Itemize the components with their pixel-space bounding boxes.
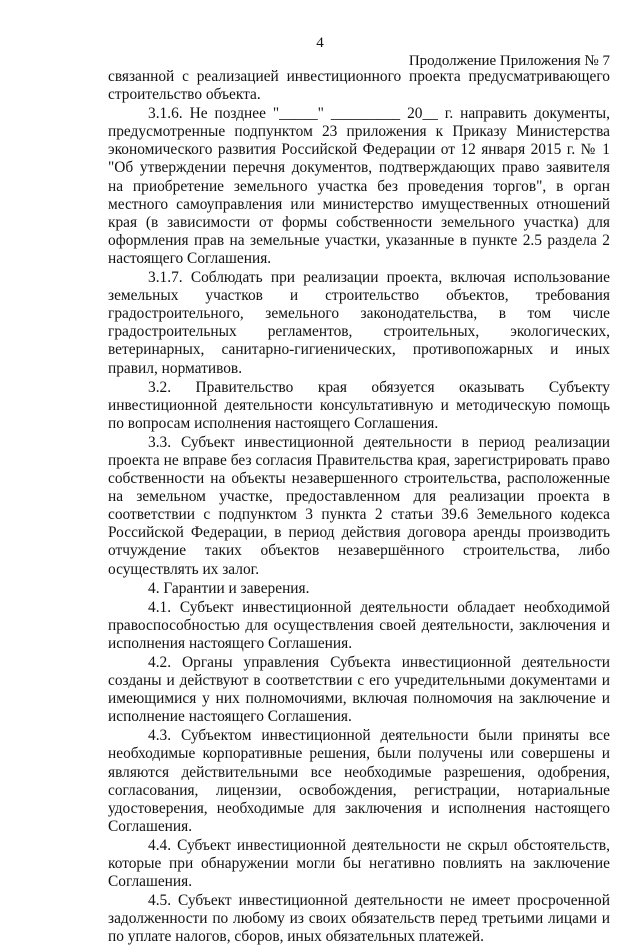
paragraph-3-3: 3.3. Субъект инвестиционной деятельности в период реализации проекта не вправе без согласия Правительства края, зарегистрировать право собственности на объекты незавершенного строительства, расположенные на земельном участке, предоставленном для реализации проекта в соответствии с подпунктом 3 пункта 2 статьи 39.6 Земельного кодекса Российской Федерации, в период действия договора аренды производить отчуждение таких объектов незавершённого строительства, либо осуществлять их залог. bbox=[108, 433, 610, 578]
paragraph-continuation: связанной с реализацией инвестиционного проекта предусматривающего строительство объекта. bbox=[108, 68, 610, 104]
paragraph-3-1-7: 3.1.7. Соблюдать при реализации проекта, включая использование земельных участков и строительство объектов, требования градостроительного, земельного законодательства, в том числе градостроительных регламентов, строительных, экологических, ветеринарных, санитарно-гигиенических, противопожарных и иных правил, нормативов. bbox=[108, 269, 610, 377]
paragraph-4-3: 4.3. Субъектом инвестиционной деятельности были приняты все необходимые корпоративные решения, были получены или совершены и являются действительными все необходимые разрешения, одобрения, согласования, лицензии, освобождения, регистрации, нотариальные удостоверения, необходимые для заключения и исполнения настоящего Соглашения. bbox=[108, 727, 610, 835]
page-number: 4 bbox=[316, 35, 324, 51]
paragraph-4-2: 4.2. Органы управления Субъекта инвестиционной деятельности созданы и действуют в соответствии с его учредительными документами и имеющимися у них полномочиями, включая полномочия на заключение и исполнение настоящего Соглашения. bbox=[108, 654, 610, 726]
paragraph-3-1-6: 3.1.6. Не позднее "_____" _________ 20__ г. направить документы, предусмотренные подпунктом 23 приложения к Приказу Министерства экономического развития Российской Федерации от 12 января 2015 г. № 1 "Об утверждении перечня документов, подтверждающих право заявителя на приобретение земельного участка без проведения торгов", в орган местного самоуправления или министерство имущественных отношений края (в зависимости от формы собственности земельного участка) для оформления прав на земельные участки, указанные в пункте 2.5 раздела 2 настоящего Соглашения. bbox=[108, 105, 610, 267]
paragraph-4-5: 4.5. Субъект инвестиционной деятельности не имеет просроченной задолженности по любому из своих обязательств перед третьими лицами и по уплате налогов, сборов, иных обязательных платежей. bbox=[108, 892, 610, 946]
section-4-heading: 4. Гарантии и заверения. bbox=[148, 579, 310, 597]
paragraph-3-2: 3.2. Правительство края обязуется оказывать Субъекту инвестиционной деятельности консультативную и методическую помощь по вопросам исполнения настоящего Соглашения. bbox=[108, 378, 610, 432]
paragraph-4-4: 4.4. Субъект инвестиционной деятельности не скрыл обстоятельств, которые при обнаружении могли бы негативно повлиять на заключение Соглашения. bbox=[108, 836, 610, 891]
document-body bbox=[108, 68, 610, 947]
paragraph-4-1: 4.1. Субъект инвестиционной деятельности обладает необходимой правоспособностью для осуществления своей деятельности, заключения и исполнения настоящего Соглашения. bbox=[108, 598, 610, 652]
appendix-continuation-label: Продолжение Приложения № 7 bbox=[408, 53, 610, 69]
